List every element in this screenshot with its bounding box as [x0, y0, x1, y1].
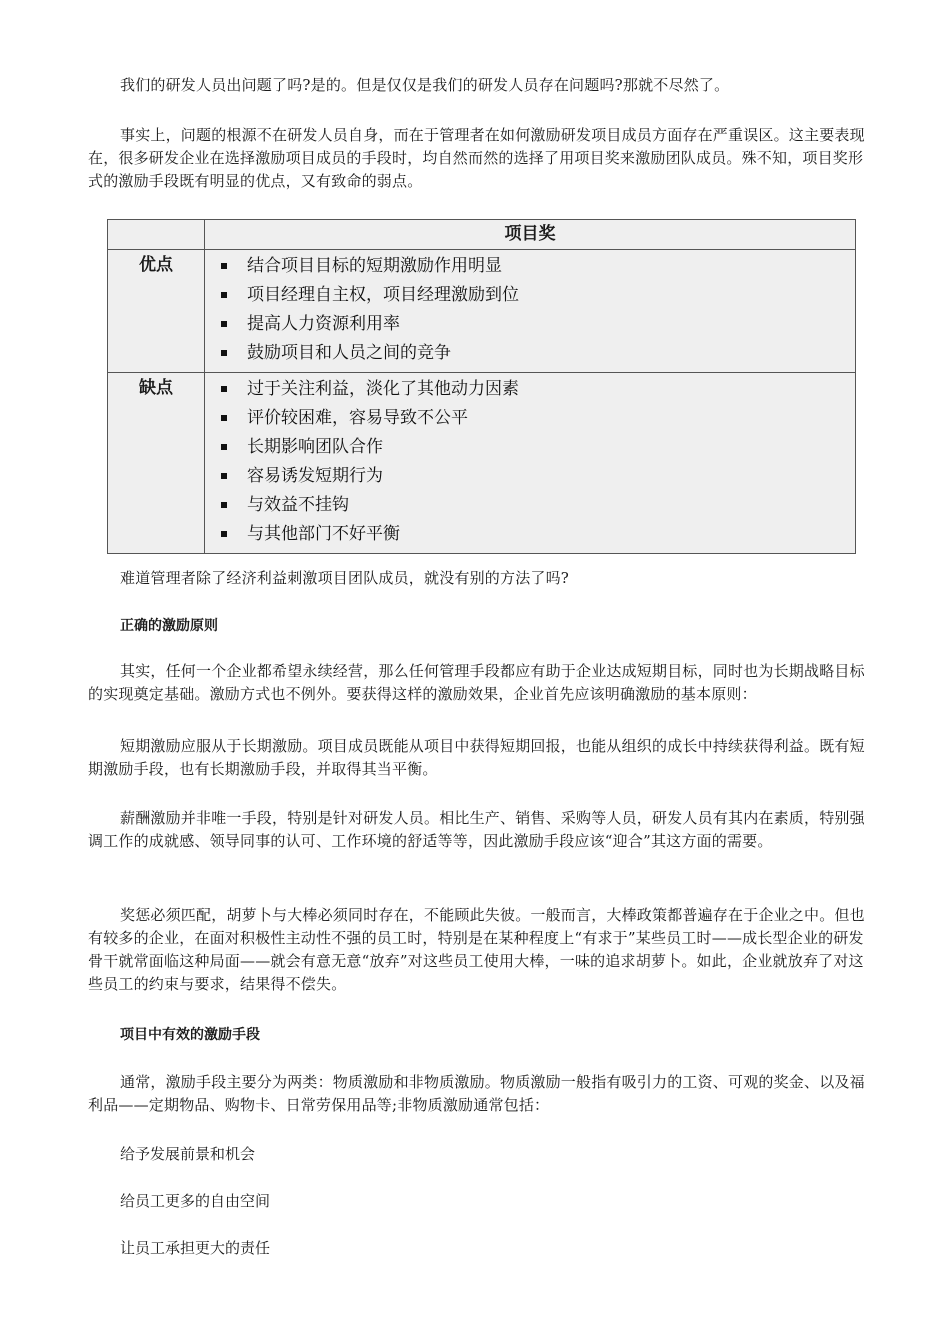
table-row-label-advantages: 优点 [108, 250, 205, 373]
table-row-label-disadvantages: 缺点 [108, 373, 205, 554]
table-row-advantages [108, 250, 856, 373]
list-item-text: 过于关注利益，淡化了其他动力因素 [247, 379, 519, 399]
square-bullet-icon [221, 473, 227, 479]
list-item [219, 310, 855, 339]
paragraph-long-term: 其实，任何一个企业都希望永续经营，那么任何管理手段都应有助于企业达成短期目标，同时也为长期战略目标的实现奠定基础。激励方式也不例外。要获得这样的激励效果，企业首先应该明确激励的基本原则： [88, 662, 865, 703]
square-bullet-icon [221, 321, 227, 327]
list-item-text: 容易诱发短期行为 [247, 466, 383, 486]
list-item [219, 520, 855, 549]
disadvantages-list [205, 373, 855, 553]
table-corner-cell [108, 220, 205, 250]
paragraph-short-vs-long: 短期激励应服从于长期激励。项目成员既能从项目中获得短期回报，也能从组织的成长中持续获得利益。既有短期激励手段，也有长期激励手段，并取得其当平衡。 [88, 737, 865, 778]
square-bullet-icon [221, 444, 227, 450]
square-bullet-icon [221, 502, 227, 508]
list-item [219, 281, 855, 310]
list-item: 让员工承担更大的责任 [120, 1239, 271, 1257]
list-item-text: 提高人力资源利用率 [247, 314, 400, 334]
list-item-text: 项目经理自主权，项目经理激励到位 [247, 285, 519, 305]
paragraph-salary: 薪酬激励并非唯一手段，特别是针对研发人员。相比生产、销售、采购等人员，研发人员有其内在素质，特别强调工作的成就感、领导同事的认可、工作环境的舒适等等，因此激励手段应该“迎合”其这方面的需要。 [88, 809, 865, 850]
list-item-text: 评价较困难，容易导致不公平 [247, 408, 468, 428]
list-item [219, 433, 855, 462]
paragraph-two-types: 通常，激励手段主要分为两类：物质激励和非物质激励。物质激励一般指有吸引力的工资、可观的奖金、以及福利品——定期物品、购物卡、日常劳保用品等;非物质激励通常包括： [88, 1073, 865, 1114]
heading-effective-means: 项目中有效的激励手段 [120, 1027, 260, 1043]
advantages-list [205, 250, 855, 372]
square-bullet-icon [221, 292, 227, 298]
list-item-text: 与其他部门不好平衡 [247, 524, 400, 544]
list-item-text: 长期影响团队合作 [247, 437, 383, 457]
list-item [219, 404, 855, 433]
square-bullet-icon [221, 415, 227, 421]
list-item-text: 鼓励项目和人员之间的竞争 [247, 343, 451, 363]
square-bullet-icon [221, 350, 227, 356]
paragraph-carrot-stick: 奖惩必须匹配，胡萝卜与大棒必须同时存在，不能顾此失彼。一般而言，大棒政策都普遍存在于企业之中。但也有较多的企业，在面对积极性主动性不强的员工时，特别是在某种程度上“有求于”某些员工时——成长型企业的研发骨干就常面临这种局面——就会有意无意“放弃”对这些员工使用大棒，一味的追求胡萝卜。如此，企业就放弃了对这些员工的约束与要求，结果得不偿失。 [88, 906, 865, 993]
list-item [219, 252, 855, 281]
list-item: 给予发展前景和机会 [120, 1145, 256, 1163]
list-item [219, 339, 855, 368]
square-bullet-icon [221, 386, 227, 392]
list-item-text: 结合项目目标的短期激励作用明显 [247, 256, 502, 276]
list-item [219, 375, 855, 404]
paragraph-other-methods: 难道管理者除了经济利益刺激项目团队成员，就没有别的方法了吗? [120, 569, 570, 587]
list-item: 给员工更多的自由空间 [120, 1192, 271, 1210]
project-bonus-table [107, 219, 856, 554]
paragraph-root-cause: 事实上，问题的根源不在研发人员自身，而在于管理者在如何激励研发项目成员方面存在严重误区。这主要表现在，很多研发企业在选择激励项目成员的手段时，均自然而然的选择了用项目奖来激励团队成员。殊不知，项目奖形式的激励手段既有明显的优点，又有致命的弱点。 [88, 126, 865, 190]
paragraph-intro-question: 我们的研发人员出问题了吗?是的。但是仅仅是我们的研发人员存在问题吗?那就不尽然了。 [120, 76, 730, 94]
table-header-row [108, 220, 856, 250]
list-item [219, 462, 855, 491]
list-item [219, 491, 855, 520]
list-item-text: 与效益不挂钩 [247, 495, 349, 515]
heading-principles: 正确的激励原则 [120, 618, 218, 634]
square-bullet-icon [221, 531, 227, 537]
table-column-header: 项目奖 [205, 220, 856, 250]
table-cell-disadvantages [205, 373, 856, 554]
square-bullet-icon [221, 263, 227, 269]
table-cell-advantages [205, 250, 856, 373]
table-row-disadvantages [108, 373, 856, 554]
